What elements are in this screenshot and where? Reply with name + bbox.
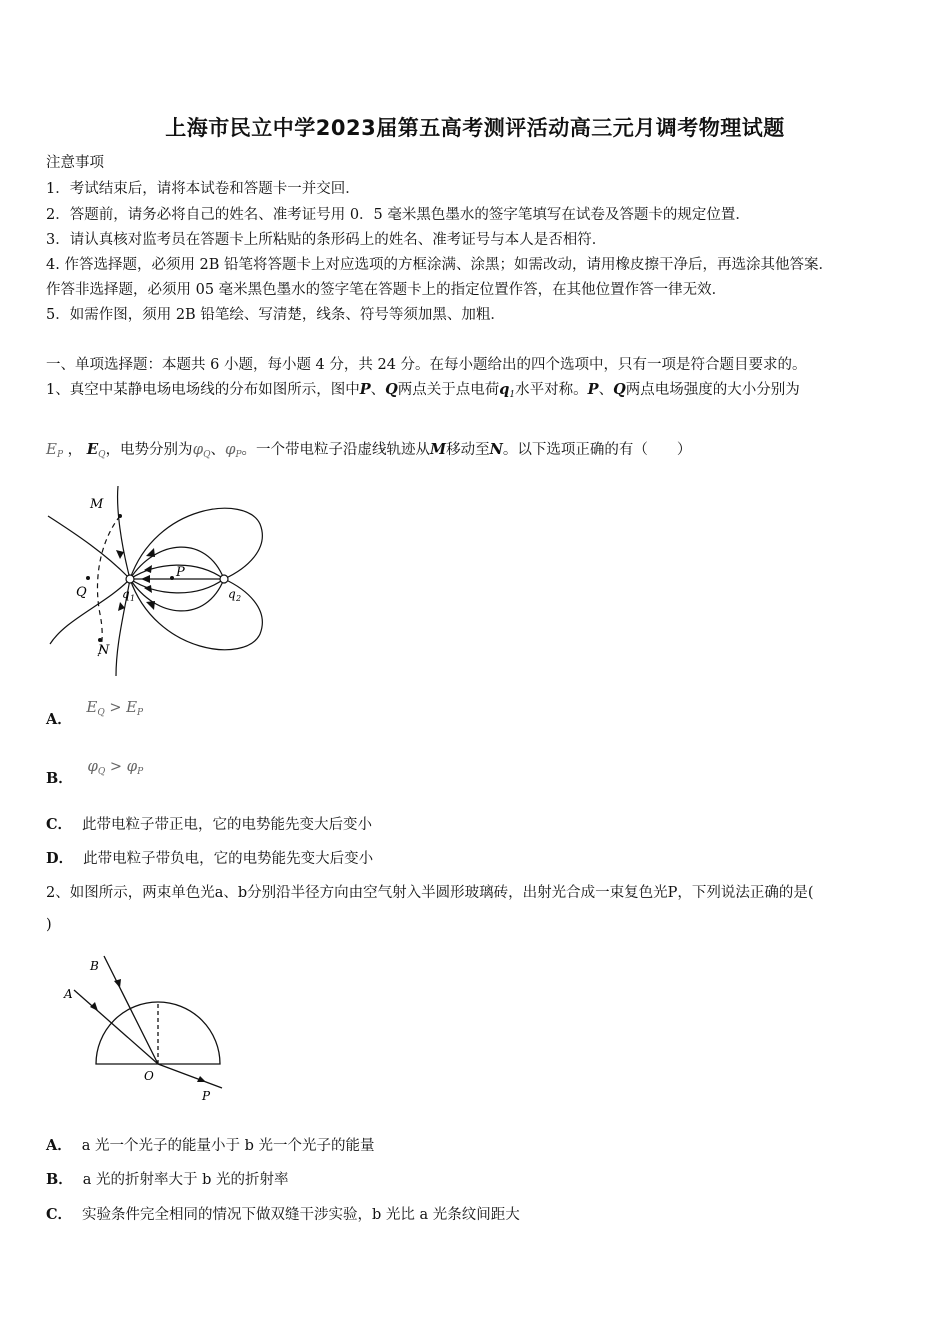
trajectory-dashed (97, 516, 120, 656)
label-q2-sub: 2 (236, 594, 242, 603)
q1-opt-b-phiq: φ (87, 757, 98, 775)
point-m-dot (118, 514, 122, 518)
q1-eq-sub: Q (98, 450, 106, 460)
q2-option-b-text: a 光的折射率大于 b 光的折射率 (82, 1172, 289, 1188)
charge-q2 (220, 575, 228, 583)
q1-point-p: P (359, 381, 371, 398)
q1-phiq-symbol: φ (192, 440, 204, 458)
q1-phip-sub: P (235, 450, 242, 460)
q1-stem-a: 1、真空中某静电场电场线的分布如图所示，图中 (46, 382, 360, 398)
q1-point-q: Q (385, 381, 398, 398)
q1-opt-b-phip: φ (126, 757, 138, 775)
section-heading: 一、单项选择题：本题共 6 小题，每小题 4 分，共 24 分。在每小题给出的四个选项中，只有一项是符合题目要求的。 (46, 357, 807, 373)
notice-item-2: 2．答题前，请务必将自己的姓名、准考证号用 0．5 毫米黑色墨水的签字笔填写在试卷及答题卡的规定位置． (46, 207, 750, 223)
label-o: O (144, 1069, 154, 1083)
page-title: 上海市民立中学2023届第五高考测评活动高三元月调考物理试题 (165, 116, 785, 140)
arrow-icon (146, 548, 155, 557)
q2-option-c (46, 1203, 520, 1224)
field-line (50, 579, 130, 644)
q1-opt-b-phip-sub: P (137, 767, 144, 777)
q1-point-p2: P (587, 381, 599, 398)
q1-stem-line2 (46, 438, 691, 460)
q2-semicircle-figure (60, 952, 230, 1104)
q1-comma2: 、 (210, 442, 225, 458)
q1-option-a (46, 698, 144, 730)
q2-option-b-label: B． (46, 1171, 73, 1188)
q2-option-b (46, 1168, 289, 1189)
q1-ep-sub: P (56, 450, 64, 460)
field-line (130, 579, 224, 593)
q1-dun2: 、 (598, 382, 614, 398)
q1-opt-a-ep: E (126, 698, 138, 716)
q1-point-q2: Q (613, 381, 626, 398)
q2-stem-cont: ) (46, 917, 52, 933)
notice-item-3: 3．请认真核对监考员在答题卡上所粘贴的条形码上的姓名、准考证号与本人是否相符． (46, 232, 607, 248)
label-p-ray: P (202, 1089, 211, 1103)
q1-line2-d: 。以下选项正确的有（ ） (502, 442, 692, 458)
q1-opt-a-eq-sub: Q (97, 708, 105, 718)
q1-opt-a-eq: E (86, 698, 98, 716)
q1-point-m: M (430, 441, 447, 458)
q2-option-a-label: A． (46, 1137, 72, 1154)
q1-phiq-sub: Q (203, 450, 211, 460)
notice-item-5: 5．如需作图，须用 2B 铅笔绘、写清楚，线条、符号等须加黑、加粗． (46, 307, 505, 323)
notice-heading: 注意事项 (46, 155, 104, 171)
q1-ep-symbol: E (46, 440, 57, 458)
q1-stem-d: 两点电场强度的大小分别为 (625, 382, 800, 398)
arrow-icon (146, 601, 155, 610)
q1-option-d (46, 847, 373, 868)
notice-item-4-cont: 作答非选择题，必须用 05 毫米黑色墨水的签字笔在答题卡上的指定位置作答，在其他位置作答一律无效． (46, 282, 727, 298)
q1-option-c-text: 此带电粒子带正电，它的电势能先变大后变小 (82, 817, 373, 833)
q1-opt-b-gt: > (109, 759, 123, 775)
q1-field-line-figure (46, 484, 270, 676)
q1-option-a-label: A． (46, 711, 72, 728)
label-m: M (90, 497, 104, 512)
point-q-dot (86, 576, 90, 580)
q1-charge: q (499, 381, 510, 398)
ray-a (74, 990, 158, 1064)
q1-comma: ， (67, 442, 83, 458)
q2-stem: 2、如图所示，两束单色光a、b分别沿半径方向由空气射入半圆形玻璃砖，出射光合成一束复色光P，下列说法正确的是( (46, 885, 814, 901)
label-n: N (98, 643, 110, 658)
label-p: P (176, 565, 185, 580)
q1-stem-c: 水平对称。 (515, 382, 588, 398)
q1-phip-symbol: φ (224, 440, 236, 458)
arrow-icon (141, 575, 150, 583)
q1-option-c (46, 813, 372, 834)
notice-item-4: 4. 作答选择题，必须用 2B 铅笔将答题卡上对应选项的方框涂满、涂黑；如需改动，请用橡皮擦干净后，再选涂其他答案． (46, 257, 834, 273)
field-line (48, 516, 130, 579)
notice-item-1: 1．考试结束后，请将本试卷和答题卡一并交回． (46, 181, 360, 197)
label-a: A (64, 987, 73, 1001)
q1-line2-c: 移动至 (446, 442, 490, 458)
q1-dun: 、 (370, 382, 386, 398)
q1-point-n: N (489, 441, 503, 458)
q1-option-b-label: B． (46, 770, 73, 787)
q1-opt-a-ep-sub: P (137, 708, 144, 718)
arrow-icon (144, 585, 152, 593)
point-p-dot (170, 576, 174, 580)
q1-option-c-label: C． (46, 816, 73, 833)
q1-option-b (46, 757, 144, 789)
arrow-icon (116, 550, 124, 559)
ray-p (158, 1064, 222, 1088)
label-q2: q (228, 587, 236, 601)
label-q1: q (122, 587, 130, 601)
q2-option-c-text: 实验条件完全相同的情况下做双缝干涉实验，b 光比 a 光条纹间距大 (82, 1207, 520, 1223)
arrow-icon (90, 1002, 98, 1011)
q2-option-a-text: a 光一个光子的能量小于 b 光一个光子的能量 (81, 1138, 375, 1154)
q1-eq-symbol: E (86, 440, 99, 458)
q1-option-d-label: D． (46, 850, 74, 867)
label-q1-sub: 1 (130, 594, 136, 603)
point-n-dot (98, 638, 102, 642)
arrow-icon (114, 979, 121, 988)
q1-line2-b: 。一个带电粒子沿虚线轨迹从 (241, 442, 431, 458)
field-line (118, 486, 130, 579)
q1-line2-a: ，电势分别为 (105, 442, 193, 458)
q2-option-c-label: C． (46, 1206, 73, 1223)
q1-charge-sub: 1 (509, 390, 516, 400)
charge-q1 (126, 575, 134, 583)
label-b: B (90, 959, 99, 973)
arrow-icon (144, 565, 152, 573)
ray-b (104, 956, 158, 1064)
q1-option-d-text: 此带电粒子带负电，它的电势能先变大后变小 (83, 851, 374, 867)
q1-stem-b: 两点关于点电荷 (397, 382, 500, 398)
q1-opt-a-gt: > (109, 700, 122, 716)
q2-option-a (46, 1134, 375, 1155)
q1-opt-b-phiq-sub: Q (97, 767, 106, 777)
q1-stem-line1 (46, 378, 800, 400)
label-q: Q (76, 585, 87, 600)
